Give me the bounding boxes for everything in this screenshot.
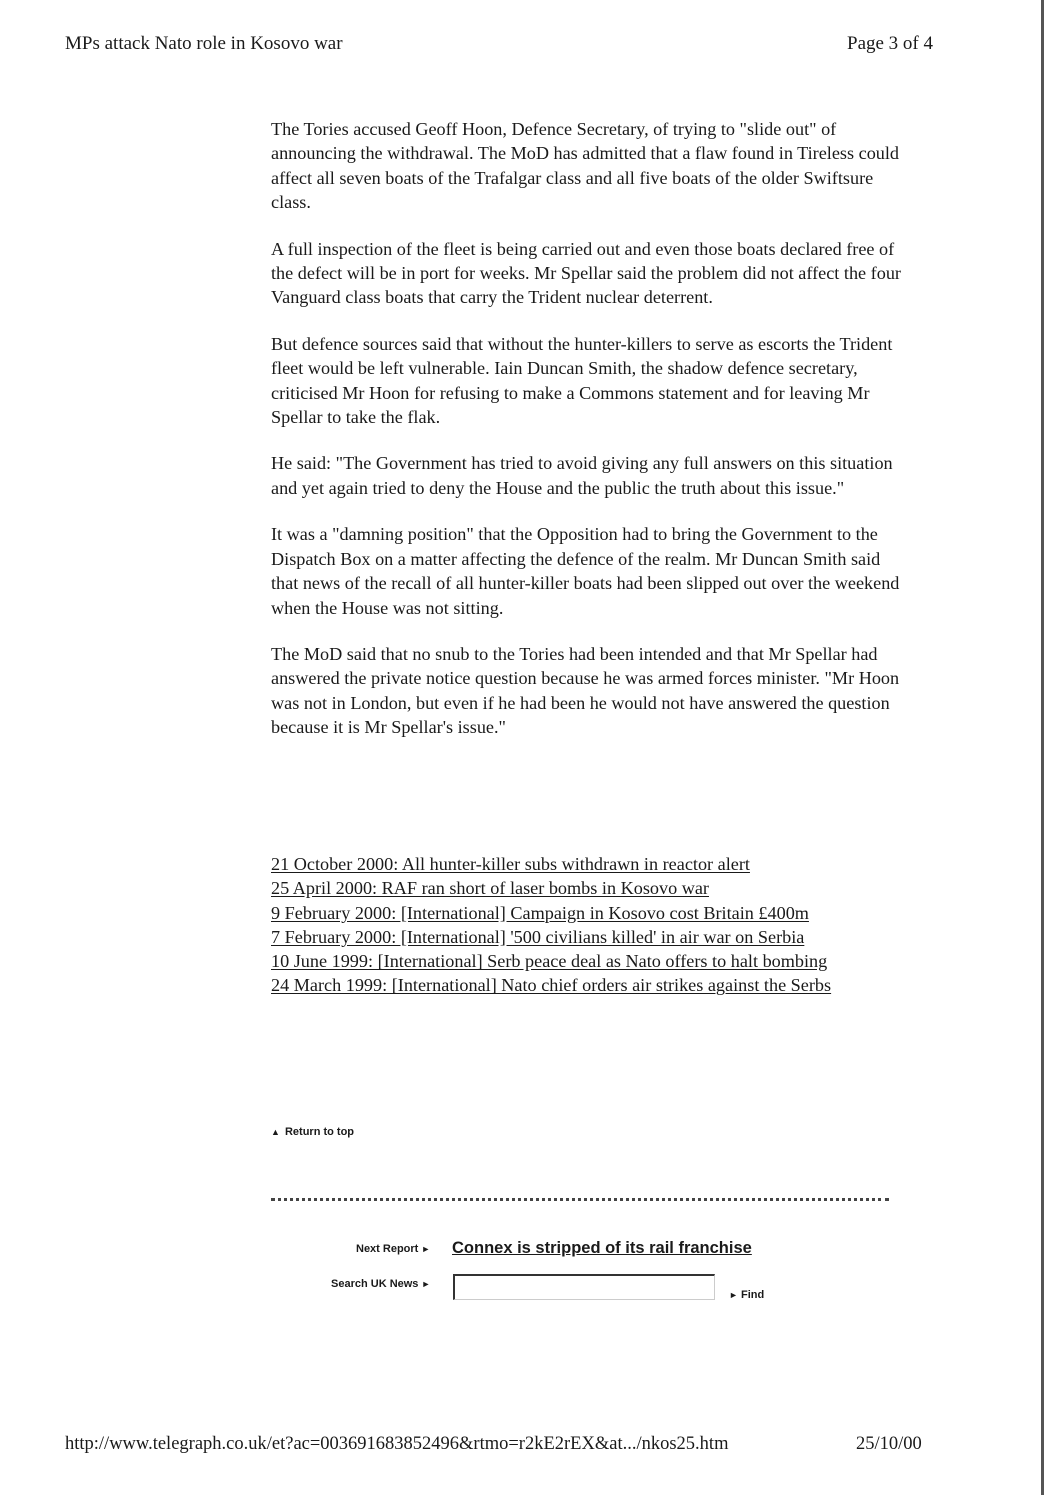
right-arrow-icon: ► bbox=[729, 1290, 738, 1300]
dotted-divider bbox=[271, 1198, 889, 1201]
article-body bbox=[271, 117, 901, 762]
article-paragraph: He said: "The Government has tried to avoid giving any full answers on this situation and yet again tried to deny the House and the public the truth about this issue." bbox=[271, 453, 893, 498]
right-arrow-icon: ► bbox=[421, 1279, 431, 1289]
search-label: Search UK News ► bbox=[331, 1278, 431, 1290]
footer-url: http://www.telegraph.co.uk/et?ac=003691683852496&rtmo=r2kE2rEX&at.../nkos25.htm bbox=[65, 1434, 729, 1454]
related-link[interactable]: 24 March 1999: [International] Nato chief orders air strikes against the Serbs bbox=[271, 975, 832, 996]
article-paragraph: The MoD said that no snub to the Tories had been intended and that Mr Spellar had answered the private notice question because he was armed forces minister. "Mr Hoon was not in London, but even if he had been he would not have answered the question because it is Mr Spellar's issue." bbox=[271, 643, 900, 738]
related-link[interactable]: 7 February 2000: [International] '500 civilians killed' in air war on Serbia bbox=[271, 926, 805, 947]
article-paragraph: The Tories accused Geoff Hoon, Defence Secretary, of trying to "slide out" of announcing the withdrawal. The MoD has admitted that a flaw found in Tireless could affect all seven boats of the Trafalgar class and all five boats of the older Swiftsure class. bbox=[271, 119, 900, 213]
right-arrow-icon: ► bbox=[421, 1244, 431, 1254]
up-arrow-icon: ▲ bbox=[271, 1127, 280, 1137]
article-paragraph: But defence sources said that without the hunter-killers to serve as escorts the Trident fleet would be left vulnerable. Iain Duncan Smith, the shadow defence secretary, criticised Mr Hoon for refusing to make a Commons statement and for leaving Mr Spellar to take the flak. bbox=[271, 333, 893, 428]
return-to-top-label: Return to top bbox=[284, 1126, 355, 1138]
next-report-link[interactable]: Connex is stripped of its rail franchise bbox=[452, 1239, 752, 1257]
article-paragraph: It was a "damning position" that the Opposition had to bring the Government to the Dispatch Box on a matter affecting the defence of the realm. Mr Duncan Smith said that news of the recall of all hunter-killer boats had been slipped out over the weekend when the House was not sitting. bbox=[271, 524, 900, 618]
related-links bbox=[271, 852, 901, 998]
scan-edge-line bbox=[1041, 0, 1044, 1495]
related-link[interactable]: 9 February 2000: [International] Campaign in Kosovo cost Britain £400m bbox=[271, 902, 809, 923]
search-input[interactable] bbox=[453, 1274, 715, 1300]
related-link[interactable]: 25 April 2000: RAF ran short of laser bombs in Kosovo war bbox=[271, 878, 709, 899]
find-button[interactable]: ► Find bbox=[729, 1289, 765, 1301]
article-paragraph: A full inspection of the fleet is being carried out and even those boats declared free of the defect will be in port for weeks. Mr Spellar said the problem did not affect the four Vanguard class boats that carry the Trident nuclear deterrent. bbox=[271, 238, 901, 308]
footer-date: 25/10/00 bbox=[856, 1434, 922, 1454]
related-link[interactable]: 21 October 2000: All hunter-killer subs withdrawn in reactor alert bbox=[271, 854, 750, 874]
next-report-label: Next Report ► bbox=[356, 1243, 431, 1255]
related-link[interactable]: 10 June 1999: [International] Serb peace deal as Nato offers to halt bombing bbox=[271, 951, 828, 972]
page-title: MPs attack Nato role in Kosovo war bbox=[65, 33, 343, 54]
page-number: Page 3 of 4 bbox=[847, 33, 934, 54]
return-to-top-link[interactable] bbox=[271, 1126, 354, 1138]
